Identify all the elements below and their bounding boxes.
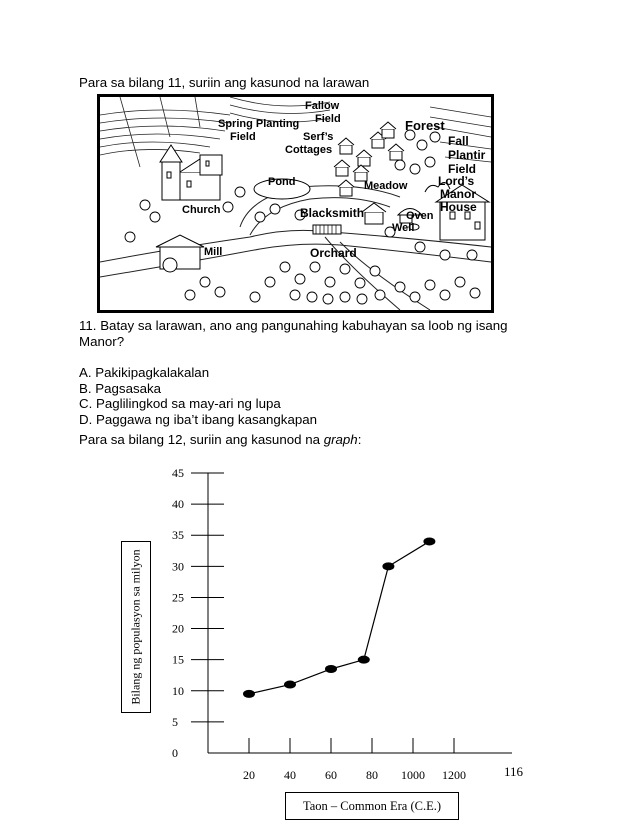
q11-intro: Para sa bilang 11, suriin ang kasunod na larawan	[79, 75, 370, 90]
map-label-spring-planting: Spring Planting	[218, 118, 300, 130]
choice-c: C. Paglilingkod sa may-ari ng lupa	[79, 396, 281, 411]
map-label-mill: Mill	[204, 246, 223, 258]
map-label-lords: Lord’s	[438, 174, 475, 188]
map-label-spring-field: Field	[230, 131, 256, 143]
choice-d: D. Paggawa ng iba’t ibang kasangkapan	[79, 411, 318, 427]
x-axis-label: Taon – Common Era (C.E.)	[303, 798, 441, 813]
y-tick-label: 0	[172, 746, 178, 760]
map-label-fall-field: Field	[448, 162, 477, 176]
map-label-fall: Fall	[448, 134, 469, 148]
choice-b: B. Pagsasaka	[79, 380, 162, 396]
y-tick-label: 10	[172, 683, 184, 698]
y-tick-label: 35	[172, 528, 184, 543]
y-tick-label: 15	[172, 652, 184, 667]
map-label-serfs: Serf’s	[303, 131, 334, 143]
map-label-cottages: Cottages	[285, 144, 333, 156]
map-label-pond: Pond	[268, 176, 296, 188]
choice-a: A. Pakikipagkalakalan	[79, 365, 210, 380]
map-label-plantir: Plantir	[448, 148, 486, 162]
series-line	[249, 541, 429, 693]
q11-text-line1: 11. Batay sa larawan, ano ang pangunahing kabuhayan sa loob ng isang	[79, 318, 508, 333]
page-number: 116	[504, 764, 524, 779]
x-tick-label: 1200	[442, 768, 466, 782]
y-axis-label: Bilang ng populasyon sa milyon	[128, 549, 143, 705]
y-tick-label: 30	[172, 559, 184, 574]
map-label-blacksmith: Blacksmith	[300, 206, 365, 220]
data-point	[423, 537, 435, 545]
map-label-house: House	[440, 200, 477, 214]
q12-intro-colon: :	[357, 432, 362, 447]
map-label-orchard: Orchard	[310, 246, 357, 260]
data-point	[382, 562, 394, 570]
x-axis-label-box	[285, 792, 459, 820]
map-label-church: Church	[182, 204, 221, 216]
y-tick-label: 5	[172, 714, 178, 729]
y-axis-label-box	[121, 541, 151, 713]
map-label-well: Well	[392, 222, 415, 234]
data-point	[243, 690, 255, 698]
y-tick-label: 40	[172, 497, 184, 512]
x-tick-label: 80	[366, 768, 378, 782]
map-label-oven: Oven	[406, 210, 434, 222]
q12-intro-graph-word: graph	[323, 432, 358, 447]
q11-text-line2: Manor?	[79, 334, 125, 349]
x-tick-label: 1000	[401, 768, 425, 782]
data-point	[325, 665, 337, 673]
map-label-forest: Forest	[405, 118, 445, 133]
y-tick-label: 45	[172, 466, 184, 480]
x-tick-label: 40	[284, 768, 296, 782]
x-tick-label: 20	[243, 768, 255, 782]
data-point	[358, 656, 370, 664]
y-tick-label: 25	[172, 590, 184, 605]
y-tick-label: 20	[172, 621, 184, 636]
map-label-meadow: Meadow	[364, 180, 408, 192]
data-point	[284, 681, 296, 689]
map-label-fallow-field: Field	[315, 113, 341, 125]
q12-intro-text: Para sa bilang 12, suriin ang kasunod na	[79, 432, 324, 447]
map-label-fallow: Fallow	[305, 100, 340, 112]
map-label-manor: Manor	[440, 187, 476, 201]
x-tick-label: 60	[325, 768, 337, 782]
